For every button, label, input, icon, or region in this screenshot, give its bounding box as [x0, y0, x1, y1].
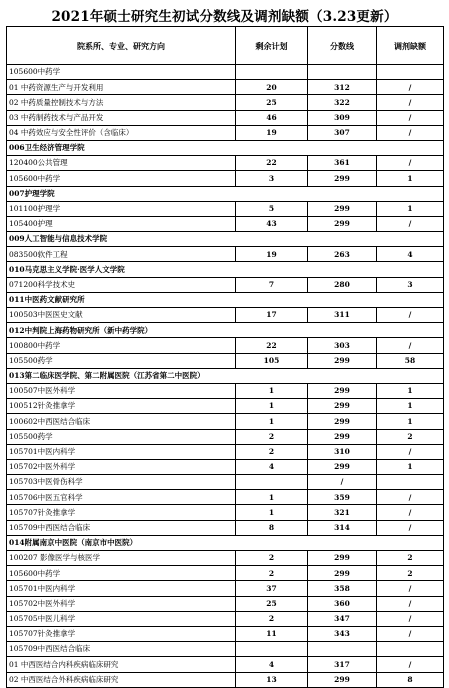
remaining-plan-cell [236, 642, 308, 657]
table-row [7, 110, 444, 125]
adjust-gap-cell: / [377, 125, 444, 140]
score-line-cell: 299 [308, 459, 377, 474]
program-name-cell: 120400公共管理 [7, 156, 236, 171]
score-line-cell: 280 [308, 277, 377, 292]
adjust-gap-cell [377, 642, 444, 657]
section-name: 009人工智能与信息技术学院 [7, 232, 444, 247]
program-name-cell: 105500药学 [7, 429, 236, 444]
program-name-cell: 02 中西医结合外科疾病临床研究 [7, 672, 236, 687]
table-row [7, 429, 444, 444]
score-line-cell: 299 [308, 414, 377, 429]
score-line-cell: 321 [308, 505, 377, 520]
program-name-cell: 03 中药制药技术与产品开发 [7, 110, 236, 125]
section-row [7, 535, 444, 550]
program-name-cell: 105707针灸推拿学 [7, 505, 236, 520]
program-name-cell: 01 中药资源生产与开发利用 [7, 80, 236, 95]
score-line-cell: 303 [308, 338, 377, 353]
program-name-cell: 105600中药学 [7, 171, 236, 186]
program-name-cell: 105701中医内科学 [7, 581, 236, 596]
adjust-gap-cell: / [377, 216, 444, 231]
remaining-plan-cell: 105 [236, 353, 308, 368]
table-row [7, 277, 444, 292]
adjust-gap-cell: 2 [377, 566, 444, 581]
section-name: 014附属南京中医院（南京市中医院） [7, 535, 444, 550]
adjust-gap-cell: / [377, 308, 444, 323]
adjust-gap-cell: / [377, 95, 444, 110]
table-row [7, 399, 444, 414]
table-row [7, 626, 444, 641]
program-name-cell: 100503中医医史文献 [7, 308, 236, 323]
remaining-plan-cell: 1 [236, 505, 308, 520]
program-name-cell: 105702中医外科学 [7, 596, 236, 611]
adjust-gap-cell: / [377, 581, 444, 596]
program-name-cell: 105702中医外科学 [7, 459, 236, 474]
table-row [7, 490, 444, 505]
remaining-plan-cell: 5 [236, 201, 308, 216]
section-name: 013第二临床医学院、第二附属医院（江苏省第二中医院） [7, 368, 444, 383]
score-line-cell: 361 [308, 156, 377, 171]
program-name-cell: 105706中医五官科学 [7, 490, 236, 505]
score-line-cell: 309 [308, 110, 377, 125]
score-line-cell: 359 [308, 490, 377, 505]
table-row [7, 657, 444, 672]
remaining-plan-cell: 4 [236, 459, 308, 474]
table-row [7, 216, 444, 231]
remaining-plan-cell: 2 [236, 566, 308, 581]
score-line-cell: 299 [308, 399, 377, 414]
section-name: 011中医药文献研究所 [7, 292, 444, 307]
program-name-cell: 105600中药学 [7, 566, 236, 581]
table-row [7, 414, 444, 429]
adjust-gap-cell: / [377, 110, 444, 125]
score-line-cell: 312 [308, 80, 377, 95]
remaining-plan-cell [236, 475, 308, 490]
table-row [7, 156, 444, 171]
remaining-plan-cell: 11 [236, 626, 308, 641]
remaining-plan-cell: 20 [236, 80, 308, 95]
remaining-plan-cell: 3 [236, 171, 308, 186]
table-row [7, 95, 444, 110]
adjust-gap-cell: 3 [377, 277, 444, 292]
remaining-plan-cell: 22 [236, 338, 308, 353]
page-title: 2021年硕士研究生初试分数线及调剂缺额（3.23更新） [51, 9, 398, 25]
adjust-gap-cell: 58 [377, 353, 444, 368]
score-line-cell: 299 [308, 216, 377, 231]
adjust-gap-cell: / [377, 80, 444, 95]
program-name-cell: 071200科学技术史 [7, 277, 236, 292]
remaining-plan-cell: 22 [236, 156, 308, 171]
remaining-plan-cell [236, 65, 308, 80]
score-line-cell: 343 [308, 626, 377, 641]
program-name-cell: 100507中医外科学 [7, 383, 236, 398]
remaining-plan-cell: 1 [236, 414, 308, 429]
score-table [6, 26, 444, 688]
program-name-cell: 105600中药学 [7, 65, 236, 80]
section-name: 007护理学院 [7, 186, 444, 201]
table-row [7, 611, 444, 626]
remaining-plan-cell: 2 [236, 611, 308, 626]
program-name-cell: 105703中医骨伤科学 [7, 475, 236, 490]
score-line-cell: 299 [308, 566, 377, 581]
score-line-cell: 299 [308, 353, 377, 368]
table-row [7, 383, 444, 398]
remaining-plan-cell: 1 [236, 490, 308, 505]
remaining-plan-cell: 19 [236, 247, 308, 262]
header-row [7, 27, 444, 65]
adjust-gap-cell: 8 [377, 672, 444, 687]
remaining-plan-cell: 25 [236, 95, 308, 110]
score-line-cell: 314 [308, 520, 377, 535]
table-row [7, 125, 444, 140]
program-name-cell: 105500药学 [7, 353, 236, 368]
score-line-cell: 299 [308, 383, 377, 398]
remaining-plan-cell: 1 [236, 383, 308, 398]
header-adjust-gap: 调剂缺额 [377, 27, 444, 65]
program-name-cell: 105709中西医结合临床 [7, 642, 236, 657]
score-line-cell: 299 [308, 201, 377, 216]
score-line-cell: 299 [308, 551, 377, 566]
table-row [7, 581, 444, 596]
remaining-plan-cell: 1 [236, 399, 308, 414]
remaining-plan-cell: 13 [236, 672, 308, 687]
adjust-gap-cell: / [377, 505, 444, 520]
adjust-gap-cell: 1 [377, 399, 444, 414]
table-row [7, 65, 444, 80]
score-line-cell: 263 [308, 247, 377, 262]
table-row [7, 566, 444, 581]
table-row [7, 338, 444, 353]
remaining-plan-cell: 2 [236, 551, 308, 566]
score-line-cell: 360 [308, 596, 377, 611]
adjust-gap-cell: 1 [377, 459, 444, 474]
section-row [7, 186, 444, 201]
adjust-gap-cell: 1 [377, 171, 444, 186]
section-name: 012中判院上海药物研究所（新中药学院） [7, 323, 444, 338]
adjust-gap-cell: / [377, 156, 444, 171]
section-name: 010马克思主义学院·医学人文学院 [7, 262, 444, 277]
adjust-gap-cell: / [377, 626, 444, 641]
program-name-cell: 100602中西医结合临床 [7, 414, 236, 429]
table-row [7, 596, 444, 611]
table-row [7, 672, 444, 687]
remaining-plan-cell: 8 [236, 520, 308, 535]
remaining-plan-cell: 25 [236, 596, 308, 611]
remaining-plan-cell: 4 [236, 657, 308, 672]
score-line-cell: / [308, 475, 377, 490]
table-row [7, 505, 444, 520]
score-line-cell: 322 [308, 95, 377, 110]
adjust-gap-cell: / [377, 338, 444, 353]
section-name: 006卫生经济管理学院 [7, 140, 444, 155]
remaining-plan-cell: 46 [236, 110, 308, 125]
header-program: 院系所、专业、研究方向 [7, 27, 236, 65]
table-row [7, 444, 444, 459]
adjust-gap-cell: / [377, 520, 444, 535]
table-row [7, 459, 444, 474]
remaining-plan-cell: 43 [236, 216, 308, 231]
table-row [7, 642, 444, 657]
score-line-cell: 299 [308, 672, 377, 687]
section-row [7, 323, 444, 338]
program-name-cell: 04 中药效应与安全性评价（含临床） [7, 125, 236, 140]
program-name-cell: 101100护理学 [7, 201, 236, 216]
adjust-gap-cell: 4 [377, 247, 444, 262]
remaining-plan-cell: 7 [236, 277, 308, 292]
section-row [7, 292, 444, 307]
table-row [7, 171, 444, 186]
program-name-cell: 100800中药学 [7, 338, 236, 353]
score-line-cell: 358 [308, 581, 377, 596]
section-row [7, 368, 444, 383]
adjust-gap-cell: / [377, 657, 444, 672]
program-name-cell: 02 中药质量控制技术与方法 [7, 95, 236, 110]
adjust-gap-cell: / [377, 490, 444, 505]
table-row [7, 520, 444, 535]
program-name-cell: 100512针灸推拿学 [7, 399, 236, 414]
adjust-gap-cell: 2 [377, 429, 444, 444]
remaining-plan-cell: 37 [236, 581, 308, 596]
table-row [7, 475, 444, 490]
adjust-gap-cell: / [377, 596, 444, 611]
program-name-cell: 105707针灸推拿学 [7, 626, 236, 641]
table-row [7, 308, 444, 323]
table-row [7, 201, 444, 216]
score-line-cell: 310 [308, 444, 377, 459]
table-row [7, 80, 444, 95]
adjust-gap-cell: / [377, 444, 444, 459]
adjust-gap-cell: 1 [377, 414, 444, 429]
score-line-cell [308, 642, 377, 657]
adjust-gap-cell: 2 [377, 551, 444, 566]
section-row [7, 232, 444, 247]
score-line-cell: 311 [308, 308, 377, 323]
program-name-cell: 105701中医内科学 [7, 444, 236, 459]
table-row [7, 353, 444, 368]
remaining-plan-cell: 17 [236, 308, 308, 323]
adjust-gap-cell [377, 65, 444, 80]
score-line-cell [308, 65, 377, 80]
table-row [7, 247, 444, 262]
score-line-cell: 299 [308, 171, 377, 186]
remaining-plan-cell: 2 [236, 429, 308, 444]
adjust-gap-cell [377, 475, 444, 490]
program-name-cell: 105705中医儿科学 [7, 611, 236, 626]
header-remaining-plan: 剩余计划 [236, 27, 308, 65]
section-row [7, 262, 444, 277]
program-name-cell: 01 中西医结合内科疾病临床研究 [7, 657, 236, 672]
header-score-line: 分数线 [308, 27, 377, 65]
adjust-gap-cell: / [377, 611, 444, 626]
remaining-plan-cell: 2 [236, 444, 308, 459]
program-name-cell: 083500软件工程 [7, 247, 236, 262]
score-line-cell: 347 [308, 611, 377, 626]
score-line-cell: 299 [308, 429, 377, 444]
adjust-gap-cell: 1 [377, 383, 444, 398]
program-name-cell: 100207 影像医学与核医学 [7, 551, 236, 566]
program-name-cell: 105400护理 [7, 216, 236, 231]
score-line-cell: 307 [308, 125, 377, 140]
table-row [7, 551, 444, 566]
score-line-cell: 317 [308, 657, 377, 672]
adjust-gap-cell: 1 [377, 201, 444, 216]
remaining-plan-cell: 19 [236, 125, 308, 140]
section-row [7, 140, 444, 155]
program-name-cell: 105709中西医结合临床 [7, 520, 236, 535]
